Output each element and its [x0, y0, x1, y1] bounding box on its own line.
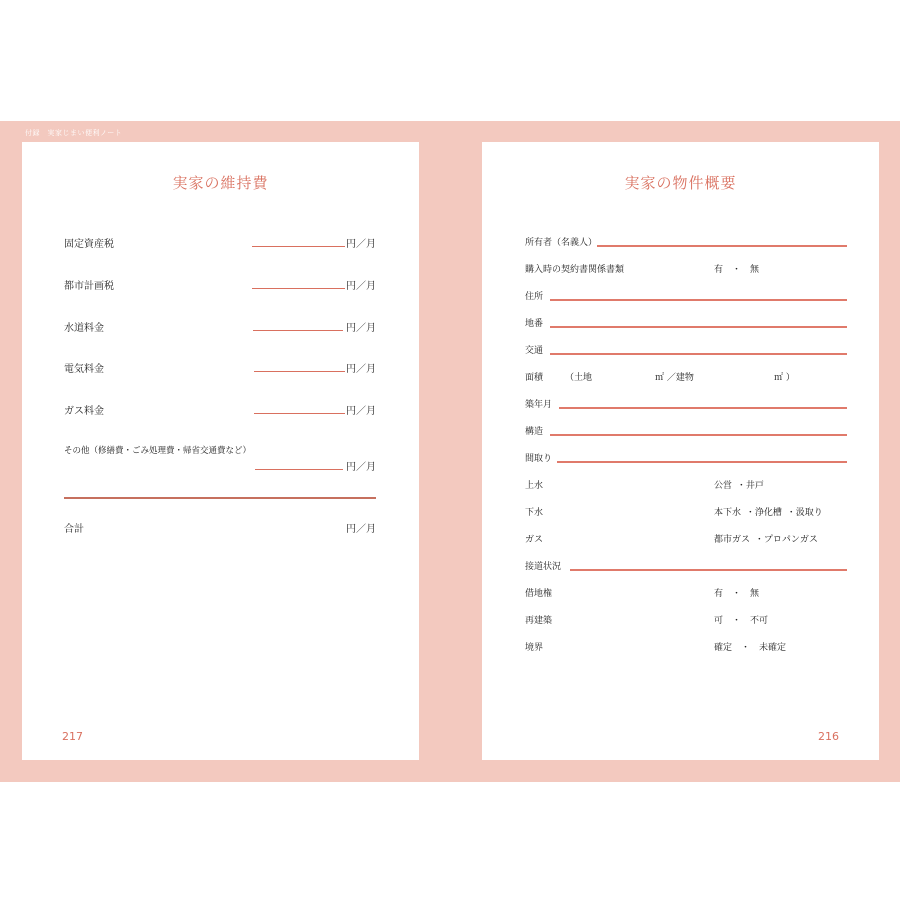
page-title: 実家の物件概要: [624, 174, 737, 192]
field-leasehold: [525, 586, 847, 604]
fill-line[interactable]: [597, 245, 847, 247]
choice-options[interactable]: 可 ・ 不可: [714, 616, 769, 626]
fill-line[interactable]: [559, 407, 847, 409]
fill-line[interactable]: [252, 246, 345, 247]
unit-label: 円／月: [346, 462, 376, 473]
unit-label: 円／月: [346, 524, 376, 535]
field-structure: [525, 424, 847, 442]
fill-line[interactable]: [252, 288, 345, 289]
unit-label: 円／月: [346, 406, 376, 417]
row-label: 構造: [525, 427, 544, 437]
page-number: 217: [62, 730, 83, 743]
fill-line[interactable]: [550, 299, 847, 301]
fill-line[interactable]: [255, 469, 343, 470]
row-label: その他（修繕費・ごみ処理費・帰省交通費など）: [64, 446, 252, 456]
fill-line[interactable]: [254, 371, 345, 372]
page-title: 実家の維持費: [172, 174, 269, 192]
header-label: 付録 実家じまい便利ノート: [25, 129, 123, 137]
field-gas: [525, 532, 847, 550]
total-separator-line: [64, 497, 376, 499]
field-area: [525, 370, 847, 388]
row-label: 築年月: [525, 400, 553, 410]
cost-row-water: [64, 319, 376, 339]
row-label: 水道料金: [64, 323, 104, 334]
row-label: 購入時の契約書関係書類: [525, 265, 625, 275]
field-sewage: [525, 505, 847, 523]
row-label: ガス: [525, 535, 544, 545]
field-floor-plan: [525, 451, 847, 469]
field-boundary: [525, 640, 847, 658]
fill-line[interactable]: [254, 413, 345, 414]
field-contract-documents: [525, 262, 847, 280]
cost-row-total: [64, 520, 376, 540]
choice-options[interactable]: 本下水 ・浄化槽 ・汲取り: [714, 508, 823, 518]
row-label: 合計: [64, 524, 84, 535]
field-lot-number: [525, 316, 847, 334]
area-land-unit-building: ㎡ ／建物: [655, 373, 694, 383]
field-water-supply: [525, 478, 847, 496]
row-label: 所有者（名義人）: [525, 238, 598, 248]
choice-options[interactable]: 有 ・ 無: [714, 589, 760, 599]
row-label: 都市計画税: [64, 281, 114, 292]
row-label: 地番: [525, 319, 544, 329]
unit-label: 円／月: [346, 323, 376, 334]
row-label: 交通: [525, 346, 544, 356]
unit-label: 円／月: [346, 281, 376, 292]
field-owner: [525, 235, 847, 253]
row-label: 固定資産税: [64, 239, 114, 250]
fill-line[interactable]: [550, 353, 847, 355]
left-page: [22, 142, 419, 760]
choice-options[interactable]: 都市ガス ・プロパンガス: [714, 535, 818, 545]
row-label: 面積: [525, 373, 544, 383]
row-label: 間取り: [525, 454, 553, 464]
row-label: 住所: [525, 292, 544, 302]
fill-line[interactable]: [550, 326, 847, 328]
choice-options[interactable]: 確定 ・ 未確定: [714, 643, 787, 653]
fill-line[interactable]: [570, 569, 847, 571]
cost-row-electricity: [64, 360, 376, 380]
fill-line[interactable]: [550, 434, 847, 436]
field-transportation: [525, 343, 847, 361]
cost-row-city-planning-tax: [64, 277, 376, 297]
field-road-access: [525, 559, 847, 577]
row-label: ガス料金: [64, 406, 104, 417]
row-label: 再建築: [525, 616, 553, 626]
fill-line[interactable]: [557, 461, 847, 463]
right-page: [482, 142, 879, 760]
row-label: 境界: [525, 643, 544, 653]
field-build-date: [525, 397, 847, 415]
field-address: [525, 289, 847, 307]
choice-options[interactable]: 公営 ・井戸: [714, 481, 764, 491]
page-number: 216: [818, 730, 839, 743]
row-label: 電気料金: [64, 364, 104, 375]
cost-row-property-tax: [64, 235, 376, 255]
cost-row-gas: [64, 402, 376, 422]
unit-label: 円／月: [346, 239, 376, 250]
fill-line[interactable]: [253, 330, 343, 331]
area-land-open: （土地: [565, 373, 593, 383]
unit-label: 円／月: [346, 364, 376, 375]
row-label: 借地権: [525, 589, 553, 599]
row-label: 下水: [525, 508, 544, 518]
row-label: 上水: [525, 481, 544, 491]
cost-row-other: [64, 444, 376, 478]
area-building-unit-close: ㎡ ）: [774, 373, 795, 383]
field-rebuild: [525, 613, 847, 631]
row-label: 接道状況: [525, 562, 562, 572]
choice-options[interactable]: 有 ・ 無: [714, 265, 760, 275]
